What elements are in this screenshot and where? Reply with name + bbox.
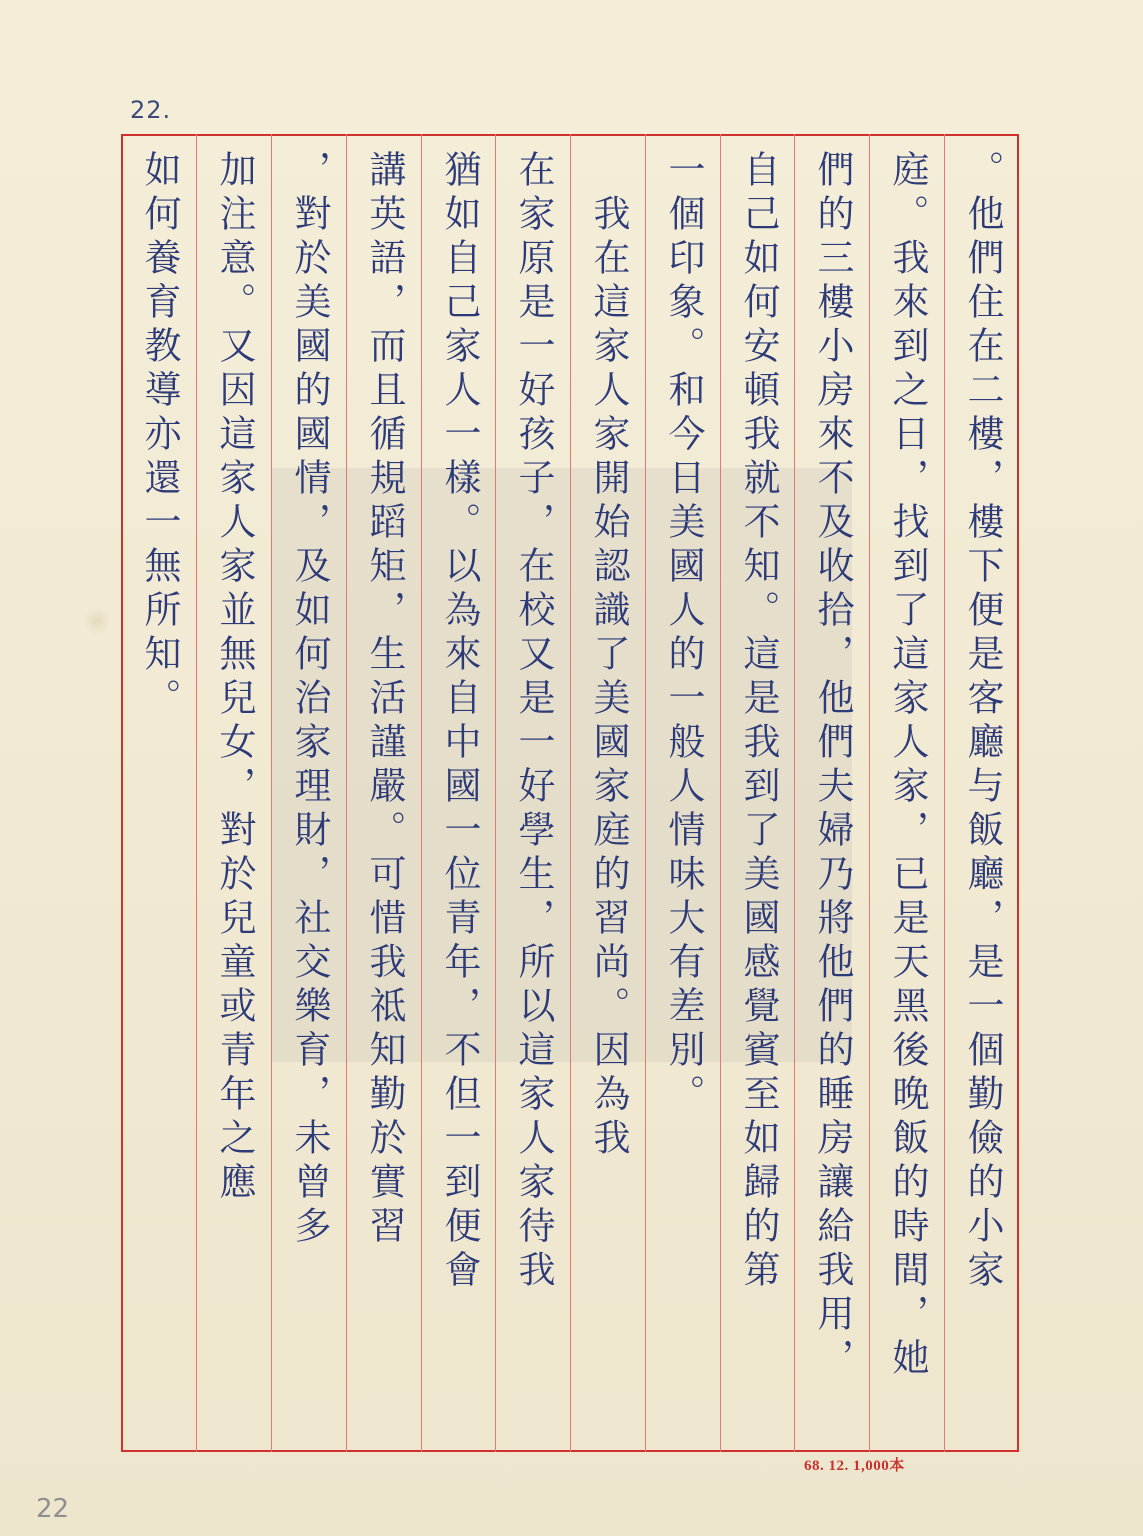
text-column-1: 。他們住在二樓，樓下便是客廳与飯廳，是一個勤儉的小家: [961, 150, 1004, 1294]
column-rule: [645, 134, 646, 1452]
column-rule: [421, 134, 422, 1452]
column-rule: [944, 134, 945, 1452]
column-rule: [869, 134, 870, 1452]
column-rule: [346, 134, 347, 1452]
column-rule: [271, 134, 272, 1452]
text-column-8: 猶如自己家人一樣。以為來自中國一位青年，不但一到便會: [438, 150, 481, 1294]
column-rule: [720, 134, 721, 1452]
text-column-10: ，對於美國的國情，及如何治家理財，社交樂育，未曾多: [288, 150, 331, 1250]
text-column-11: 加注意。又因這家人家並無兒女，對於兒童或青年之應: [213, 150, 256, 1206]
page-number-top: 22.: [130, 96, 172, 124]
text-column-9: 講英語，而且循規蹈矩，生活謹嚴。可惜我祗知勤於實習: [363, 150, 406, 1250]
text-column-2: 庭。我來到之日，找到了這家人家，已是天黑後晚飯的時間，她: [886, 150, 929, 1382]
text-column-6: 我在這家人家開始認識了美國家庭的習尚。因為我: [587, 150, 630, 1162]
text-column-7: 在家原是一好孩子，在校又是一好學生，所以這家人家待我: [512, 150, 555, 1294]
text-column-12: 如何養育教導亦還一無所知。: [138, 150, 181, 722]
column-rule: [794, 134, 795, 1452]
column-rule: [196, 134, 197, 1452]
column-rule: [570, 134, 571, 1452]
column-rule: [495, 134, 496, 1452]
text-column-5: 一個印象。和今日美國人的一般人情味大有差別。: [662, 150, 705, 1118]
text-column-4: 自己如何安頓我就不知。這是我到了美國感覺賓至如歸的第: [737, 150, 780, 1294]
paper-wear-mark: [84, 606, 110, 636]
text-column-3: 們的三樓小房來不及收拾，他們夫婦乃將他們的睡房讓給我用，: [811, 150, 854, 1382]
page-number-bottom: 22: [36, 1494, 70, 1524]
printer-mark: 68. 12. 1,000本: [804, 1458, 905, 1474]
